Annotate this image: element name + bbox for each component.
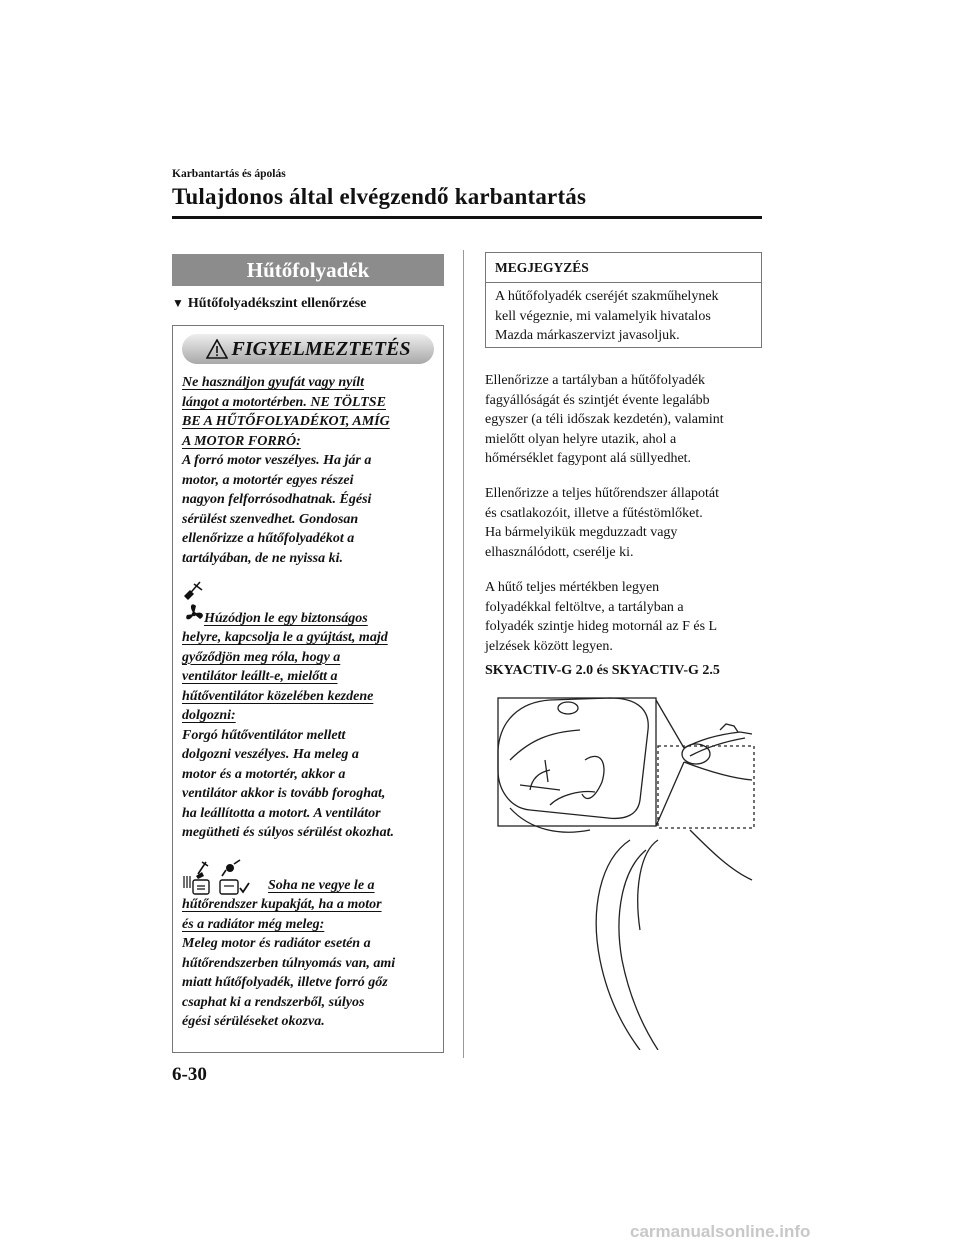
engine-label: SKYACTIV-G 2.0 és SKYACTIV-G 2.5 bbox=[485, 663, 720, 678]
warning-line: és a radiátor még meleg: bbox=[182, 916, 325, 932]
paragraph-line: mielőtt olyan helyre utazik, ahol a bbox=[485, 431, 677, 447]
warning-line: motor és a motortér, akkor a bbox=[182, 766, 346, 782]
subheading-text: Hűtőfolyadékszint ellenőrzése bbox=[187, 296, 367, 311]
warning-line: égési sérüléseket okozva. bbox=[182, 1014, 325, 1029]
column-divider bbox=[463, 250, 464, 1058]
paragraph-line: Ellenőrizze a teljes hűtőrendszer állapotát bbox=[485, 486, 720, 501]
warning-line: ellenőrizze a hűtőfolyadékot a bbox=[182, 531, 355, 546]
warning-line: hűtőrendszer kupakját, ha a motor bbox=[182, 897, 382, 912]
warning-line: tartályában, de ne nyissa ki. bbox=[182, 550, 344, 566]
paragraph-line: és csatlakozóit, illetve a fűtéstömlőket. bbox=[485, 505, 703, 521]
warning-line: dolgozni: bbox=[182, 708, 236, 723]
warning-line: csaphat ki a rendszerből, súlyos bbox=[182, 994, 365, 1010]
warning-line: BE A HŰTŐFOLYADÉKOT, AMÍG bbox=[182, 414, 390, 429]
paragraph-hoses bbox=[485, 484, 719, 562]
paragraph-line: folyadék szintje hideg motornál az F és L bbox=[485, 619, 718, 634]
paragraph-line: Ellenőrizze a tartályban a hűtőfolyadék bbox=[485, 373, 706, 388]
paragraph-line: elhasználódott, cserélje ki. bbox=[485, 544, 634, 560]
warning-block-2 bbox=[182, 628, 394, 843]
warning-line: helyre, kapcsolja le a gyújtást, majd bbox=[182, 630, 388, 645]
note-text bbox=[495, 287, 719, 346]
paragraph-line: Ha bármelyikük megduzzadt vagy bbox=[485, 525, 678, 540]
paragraph-line: folyadékkal feltöltve, a tartályban a bbox=[485, 599, 684, 615]
section-label: Karbantartás és ápolás bbox=[172, 168, 286, 180]
warning-line: győződjön meg róla, hogy a bbox=[182, 649, 341, 665]
warning-line: hűtőrendszerben túlnyomás van, ami bbox=[182, 955, 396, 971]
warning-line: Forgó hűtőventilátor mellett bbox=[182, 727, 346, 743]
note-line: kell végeznie, mi valamelyik hivatalos bbox=[495, 308, 711, 324]
warning-line: ventilátor akkor is tovább foroghat, bbox=[182, 786, 386, 801]
warning-line: megütheti és súlyos sérülést okozhat. bbox=[182, 825, 394, 840]
note-line: Mazda márkaszervizt javasoljuk. bbox=[495, 328, 680, 343]
warning-line: Meleg motor és radiátor esetén a bbox=[182, 936, 371, 951]
warning-line: ha leállította a motort. A ventilátor bbox=[182, 805, 381, 821]
warning-line: hűtőventilátor közelében kezdene bbox=[182, 688, 374, 704]
warning-block-1 bbox=[182, 373, 390, 568]
warning-line: Húzódjon le egy biztonságos bbox=[204, 611, 368, 626]
subheading bbox=[172, 296, 366, 312]
warning-line: miatt hűtőfolyadék, illetve forró gőz bbox=[182, 975, 388, 990]
warning-line: motor, a motortér egyes részei bbox=[182, 472, 354, 488]
note-line: A hűtőfolyadék cseréjét szakműhelynek bbox=[495, 289, 719, 304]
note-title: MEGJEGYZÉS bbox=[485, 252, 762, 283]
warning-line: dolgozni veszélyes. Ha meleg a bbox=[182, 747, 359, 762]
paragraph-line: hőmérséklet fagypont alá süllyedhet. bbox=[485, 451, 692, 466]
warning-line: sérülést szenvedhet. Gondosan bbox=[182, 511, 359, 527]
title-rule bbox=[172, 216, 762, 219]
paragraph-line: egyszer (a téli időszak kezdetén), valamint bbox=[485, 412, 724, 427]
warning-block-3 bbox=[182, 895, 395, 1032]
warning-line: Ne használjon gyufát vagy nyílt bbox=[182, 375, 365, 390]
coolant-banner: Hűtőfolyadék bbox=[172, 254, 444, 286]
watermark: carmanualsonline.info bbox=[630, 1222, 811, 1241]
paragraph-fill-level bbox=[485, 578, 717, 656]
warning-line: ventilátor leállt-e, mielőtt a bbox=[182, 669, 338, 684]
warning-triangle-icon bbox=[206, 339, 228, 359]
engine-bay-illustration bbox=[490, 690, 760, 1050]
warning-line: lángot a motortérben. NE TÖLTSE bbox=[182, 394, 386, 410]
warning-line: Soha ne vegye le a bbox=[268, 878, 375, 893]
warning-line: nagyon felforrósodhatnak. Égési bbox=[182, 492, 372, 507]
paragraph-line: A hűtő teljes mértékben legyen bbox=[485, 580, 660, 595]
warning-line: A MOTOR FORRÓ: bbox=[182, 433, 301, 449]
paragraph-line: fagyállóságát és szintjét évente legalább bbox=[485, 392, 710, 408]
radiator-cap-warning-icon bbox=[180, 858, 264, 896]
page-number: 6-30 bbox=[172, 1064, 207, 1085]
page-title: Tulajdonos által elvégzendő karbantartás bbox=[172, 184, 587, 209]
warning-line: A forró motor veszélyes. Ha jár a bbox=[182, 453, 372, 468]
paragraph-line: jelzések között legyen. bbox=[485, 638, 613, 654]
warning-block-3-first-line bbox=[268, 876, 375, 896]
warning-header bbox=[182, 334, 434, 364]
paragraph-antifreeze bbox=[485, 371, 724, 469]
warning-block-2-first-line bbox=[204, 609, 368, 629]
triangle-marker-icon: ▼ bbox=[172, 296, 184, 310]
warning-title: FIGYELMEZTETÉS bbox=[231, 337, 411, 360]
